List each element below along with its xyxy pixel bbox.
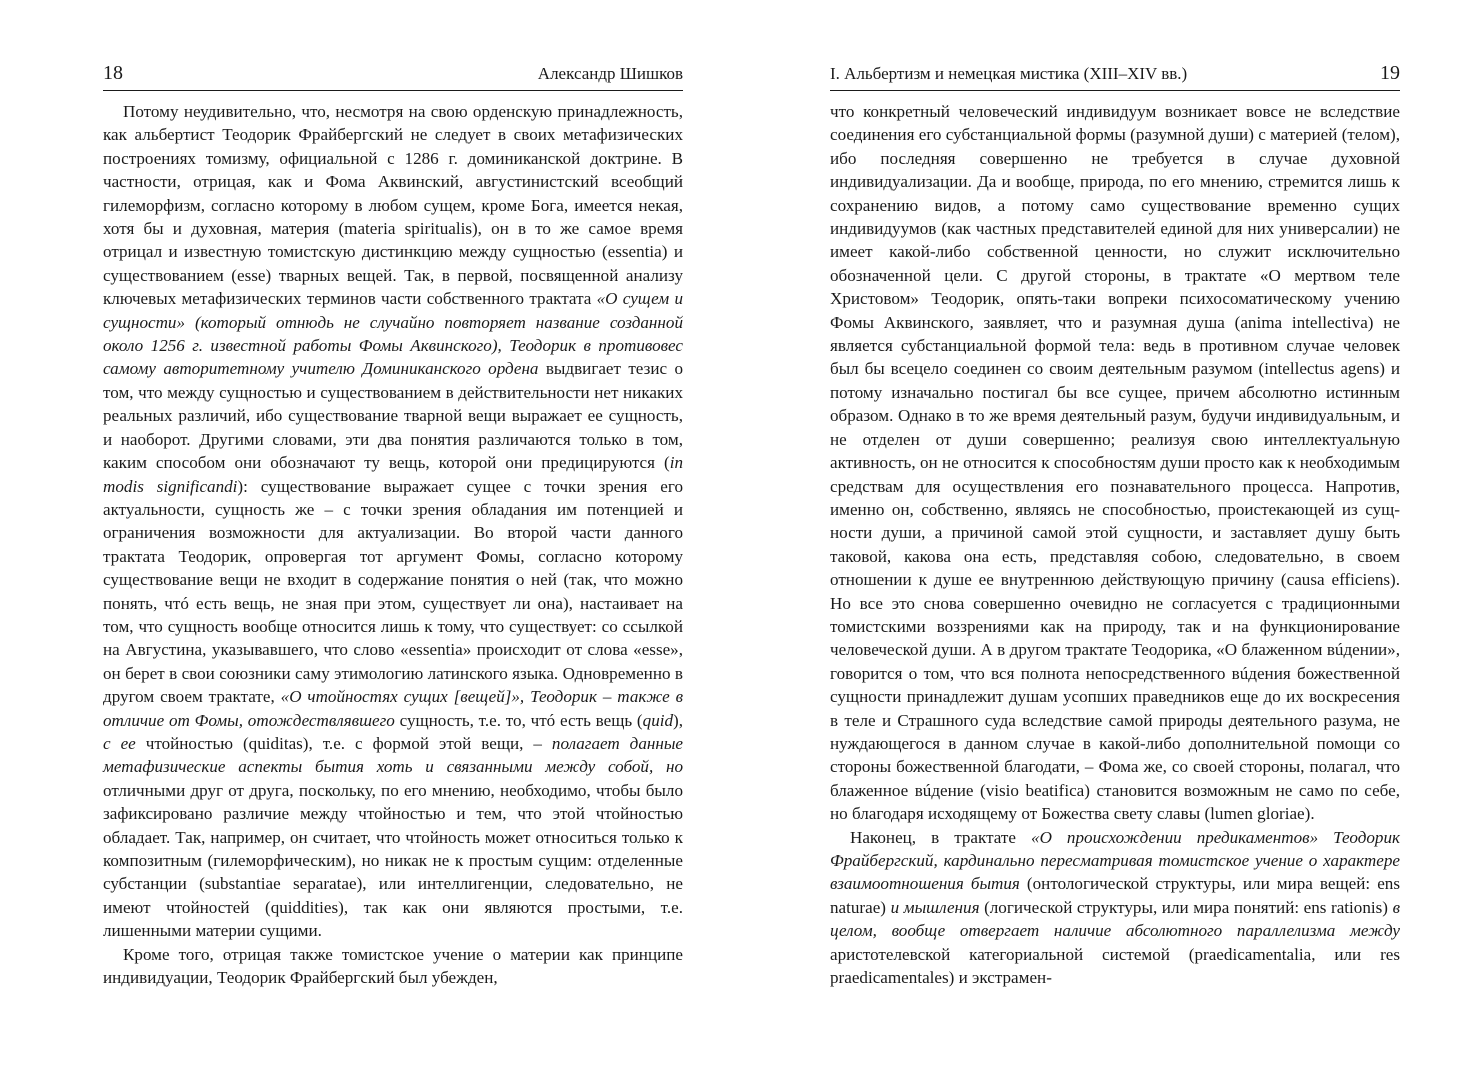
italic-text: «О сущем и сущности» (который отнюдь не случайно повторяет название созданной около 1256 г. известной работы Фомы Аквинского), Теодорик в противовес самому авторитетному учителю Доминиканского ордена: [103, 289, 683, 379]
right-page-text: [830, 100, 1400, 989]
right-page: [830, 0, 1400, 1080]
italic-text: in modis significandi: [103, 453, 683, 496]
italic-text: с ее: [103, 733, 136, 753]
text-run: Кроме того, отрицая также томистское учение о материи как принципе индивидуации, Теодорик Фрайбергский был убежден,: [103, 944, 683, 988]
left-page-text: [103, 100, 683, 989]
italic-text: «О происхождении предикаментов» Теодорик Фрайбергский, кардинально пересматривая томистское учение о характере взаимоотношения бытия: [830, 827, 1400, 894]
paragraph: [830, 826, 1400, 990]
italic-text: quid: [642, 710, 674, 730]
left-page-header: [103, 60, 683, 91]
text-run: выдвигает тезис о том, что между сущностью и существованием в действительности нет никаких реальных различий, ибо существование тварной вещи выражает ее сущность, и наоборот. Другими словами, эти два понятия различаются только в том, каким способом они обозначают ту вещь, которой они предицируются (: [103, 359, 683, 473]
text-run: что конкретный человеческий индивидуум возникает вовсе не вследствие соединения его субстанциальной формы (разумной души) с материей (телом), ибо последняя совершенно не требуется в случае духовной индивидуализации. Да и вообще, природа, по его мнению, стремится лишь к сохранению видов, а потому само существование временно сущих индивидуумов (как частных представителей единой для них универсалии) не имеет какой-либо собственной ценности, но служит исключительно обозначенной цели. С другой стороны, в трактате «О мертвом теле Христовом» Теодорик, опять-таки вопреки психосоматическому учению Фомы Аквинского, заявляет, что и разумная душа (anima intellectiva) не является субстанциальной формой тела: ведь в противном случае человек был бы всецело соединен со своим деятельным разумом (intellectus agens) и потому изначально постигал бы все сущее, причем абсолютно истинным образом. Однако в то же время деятельный разум, будучи индивидуальным, и не отделен от души совершенно; реализуя свою интеллектуальную активность, он не относится к способностям души просто как к необходимым средствам для осуществления его познавательного процесса. Напротив, именно он, собственно, являясь не способностью, проистекающей из сущности души, а причиной самой этой сущности, и заставляет душу быть таковой, какова она есть, представляя собою, следовательно, в своем отношении к душе ее внутреннюю действующую причину (causa efficiens). Но все это снова совершенно очевидно не согласуется с традиционными томистскими воззрениями как на природу, так и на функционирование человеческой души. А в другом трактате Теодорика, «О блаженном вúдении», говорится о том, что вся полнота непосредственного вúдения божественной сущности принадлежит душам усопших праведников еще до их воскресения в теле и Страшного суда вследствие самой природы деятельного разума, не нуждающегося в данном случае в какой-либо дополнительной помощи со стороны божественной благодати, – Фома же, со своей стороны, полагал, что блаженное вúдение (visio beatifica) становится возможным не само по себе, но благодаря исходящему от Божества свету славы (lumen gloriae).: [830, 102, 1400, 824]
paragraph: [103, 943, 683, 990]
italic-text: полагает данные метафизические аспекты бытия хоть и связанными между собой, но: [103, 733, 683, 777]
text-run: сущность, т.е. то, чтó есть вещь (: [394, 710, 643, 730]
left-page: [103, 0, 683, 1080]
paragraph: [103, 100, 683, 943]
italic-text: «О чтойностях сущих [вещей]», Теодорик – также в отличие от Фомы, отождествлявшего: [103, 687, 683, 730]
text-run: (онтологической структуры, или мира вещей: ens naturae): [830, 874, 1400, 917]
page-number: 18: [103, 62, 123, 84]
page-number: 19: [1380, 62, 1400, 84]
running-head: I. Альбертизм и немецкая мистика (XIII–XIV вв.): [830, 64, 1188, 83]
paragraph: [830, 100, 1400, 826]
italic-text: и мышления: [890, 897, 980, 917]
text-run: отличными друг от друга, поскольку, по его мнению, необходимо, чтобы было зафиксировано различие между чтойностью и тем, что этой чтойностью обладает. Так, например, он считает, что чтойность может относиться только к композитным (гилеморфическим), но никак не к простым сущим: отделенные субстанции (substantiae separatae), или интеллигенции, следовательно, не имеют чтойностей (quiddities), так как они являются простыми, т.е. лишенными материи сущими.: [103, 780, 683, 941]
text-run: ): существование выражает сущее с точки зрения его актуальности, сущность же – с точки зрения обладания им потенцией и ограничения возможности для актуализации. Во второй части данного трактата Теодорик, опровергая тот аргумент Фомы, согласно которому существование вещи не входит в содержание понятия о ней (так, что можно понять, чтó есть вещь, не зная при этом, существует ли она), настаивает на том, что сущность вообще относится лишь к тому, что существует: со ссылкой на Августина, указывавшего, что слово «essentia» происходит от слова «esse», он берет в свои союзники саму этимологию латинского языка. Одновременно в другом своем трактате,: [103, 476, 683, 707]
text-run: аристотелевской категориальной системой (praedicamentalia, или res praedicamentales) и экстрамен-: [830, 944, 1400, 988]
text-run: (логической структуры, или мира понятий: ens rationis): [979, 897, 1393, 917]
text-run: Потому неудивительно, что, несмотря на свою орденскую принадлежность, как альбертист Теодорик Фрайбергский не следует в своих метафизических построениях томизму, официальной с 1286 г. доминиканской доктрине. В частности, отрицая, как и Фома Аквинский, августинистский всеобщий гилеморфизм, согласно которому в любом сущем, кроме Бога, имеется некая, хотя бы и духовная, материя (materia spiritualis), он в то же самое время отрицал и известную томистскую дистинкцию между сущностью (essentia) и существованием (esse) тварных вещей. Так, в первой, посвященной анализу ключевых метафизических терминов части собственного трактата: [103, 102, 683, 309]
text-run: Наконец, в трактате: [850, 827, 1032, 847]
running-head: Александр Шишков: [537, 64, 683, 83]
right-page-header: [830, 60, 1400, 91]
text-run: ),: [673, 710, 683, 730]
text-run: чтойностью (quiditas), т.е. с формой этой вещи, –: [135, 733, 552, 753]
italic-text: в целом, вообще отвергает наличие абсолютного параллелизма между: [830, 897, 1400, 941]
